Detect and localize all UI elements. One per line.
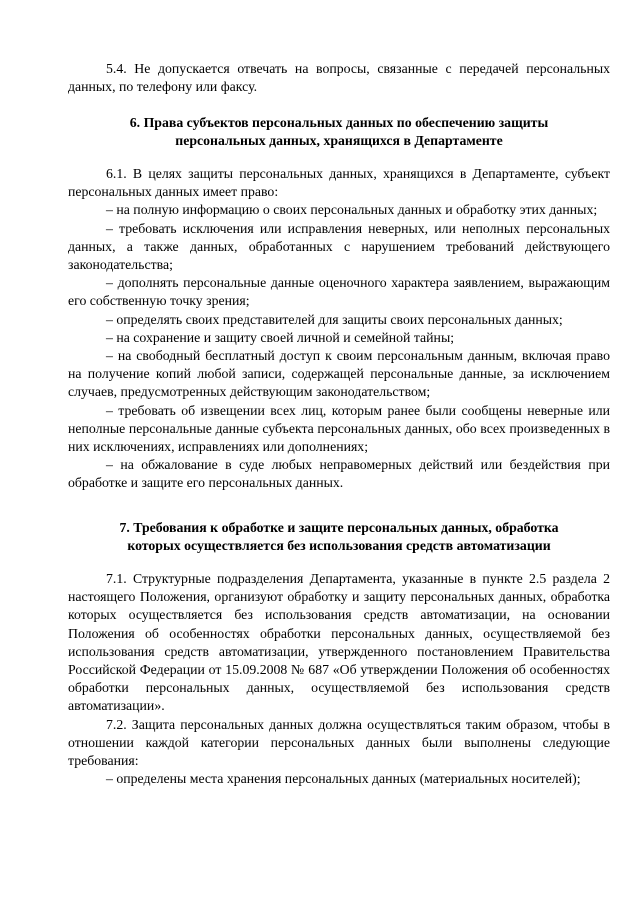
list-item: – на свободный бесплатный доступ к своим персональным данным, включая право на получение копий любой записи, содержащей персональные данные, за исключением случаев, предусмотренных действующим законодательством; xyxy=(68,348,610,400)
paragraph-5-4 xyxy=(68,60,610,96)
heading-line: персональных данных, хранящихся в Департаменте xyxy=(175,133,503,149)
list-item: – дополнять персональные данные оценочного характера заявлением, выражающим его собственную точку зрения; xyxy=(68,275,610,309)
section-7-heading xyxy=(68,519,610,555)
list-item: – на сохранение и защиту своей личной и семейной тайны; xyxy=(106,329,455,345)
list-item: – определять своих представителей для защиты своих персональных данных; xyxy=(106,311,563,327)
list-item: – на обжалование в суде любых неправомерных действий или бездействия при обработке и защите его персональных данных. xyxy=(68,457,610,491)
paragraph-7-1: 7.1. Структурные подразделения Департамента, указанные в пункте 2.5 раздела 2 настоящего Положения, организуют обработку и защиту персональных данных, обработка которых осуществляется без использования средств автоматизации, на основании Положения об особенностях обработки персональных данных, осуществляемой без использования средств автоматизации, утвержденного постановлением Правительства Российской Федерации от 15.09.2008 № 687 «Об утверждении Положения об особенностях обработки персональных данных, осуществляемой без использования средств автоматизации». xyxy=(68,571,610,714)
list-item: – на полную информацию о своих персональных данных и обработку этих данных; xyxy=(106,202,598,218)
section-6-heading xyxy=(68,114,610,150)
paragraph-7-2: 7.2. Защита персональных данных должна осуществляться таким образом, чтобы в отношении каждой категории персональных данных были выполнены следующие требования: xyxy=(68,716,610,769)
section-7-body xyxy=(68,570,610,788)
heading-line: 6. Права субъектов персональных данных по обеспечению защиты xyxy=(129,115,549,130)
list-item: – требовать исключения или исправления неверных, или неполных персональных данных, а также данных, обработанных с нарушением требований действующего законодательства; xyxy=(68,220,610,273)
paragraph-text: 5.4. Не допускается отвечать на вопросы, связанные с передачей персональных данных, по телефону или факсу. xyxy=(68,61,610,95)
paragraph-6-1: 6.1. В целях защиты персональных данных, хранящихся в Департаменте, субъект персональных данных имеет право: xyxy=(68,166,610,200)
list-item: – определены места хранения персональных данных (материальных носителей); xyxy=(106,771,581,787)
list-item: – требовать об извещении всех лиц, которым ранее были сообщены неверные или неполные персональные данные субъекта персональных данных, обо всех произведенных в них исключениях, исправлениях или дополнениях; xyxy=(68,402,610,455)
heading-line: которых осуществляется без использования средств автоматизации xyxy=(127,538,551,554)
section-6-body xyxy=(68,165,610,493)
heading-line: 7. Требования к обработке и защите персональных данных, обработка xyxy=(119,520,559,535)
